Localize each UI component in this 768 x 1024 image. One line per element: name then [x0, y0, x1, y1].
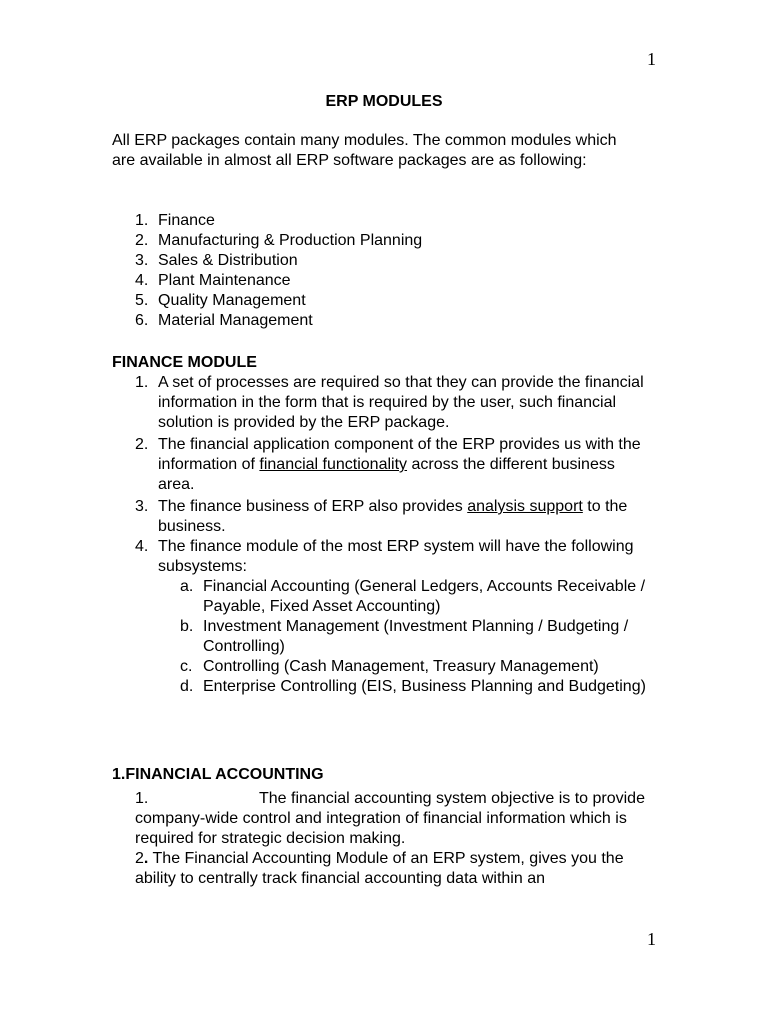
modules-list	[135, 211, 422, 331]
page-number-top: 1	[647, 49, 656, 69]
list-item: b. Investment Management (Investment Planning / Budgeting / Controlling)	[180, 618, 629, 655]
finance-points-list	[135, 373, 655, 697]
underlined-term-analysis-support: analysis support	[467, 498, 583, 515]
list-item: a. Financial Accounting (General Ledgers, Accounts Receivable / Payable, Fixed Asset Accounting)	[180, 578, 646, 615]
list-item: 3. Sales & Distribution	[135, 252, 298, 269]
underlined-term-financial-functionality: financial functionality	[259, 456, 408, 473]
list-item: 3. The finance business of ERP also provides analysis support to the business.	[135, 498, 628, 535]
page-number-bottom: 1	[647, 929, 656, 949]
list-item: 5. Quality Management	[135, 292, 306, 309]
list-item: 1. A set of processes are required so that they can provide the financial information in the form that is required by the user, such financial solution is provided by the ERP package.	[135, 374, 644, 431]
intro-paragraph: All ERP packages contain many modules. The common modules which are available in almost all ERP software packages are as following:	[112, 132, 617, 169]
list-item: 2. The financial application component of the ERP provides us with the information of financial functionality across the different business area.	[135, 436, 641, 493]
financial-accounting-heading: 1.FINANCIAL ACCOUNTING	[112, 766, 324, 783]
list-item: 4. Plant Maintenance	[135, 272, 291, 289]
list-item: 2. Manufacturing & Production Planning	[135, 232, 423, 249]
financial-accounting-body	[135, 789, 655, 889]
list-item: 4. The finance module of the most ERP system will have the following subsystems: a. Financial Accounting (General Ledgers, Accounts Receivable / Payable, Fixed Asset Accounting) b. Investment Management (Investment Planning / Budgeting / Controlling) c. Controlling (Cash Management, Treasury Management) d. Enterprise Controlling (EIS, Business Planning and Budgeting)	[135, 537, 655, 697]
list-item: 1. Finance	[135, 212, 215, 229]
list-item: c. Controlling (Cash Management, Treasury Management)	[180, 658, 599, 675]
document-title: ERP MODULES	[325, 93, 443, 110]
finance-module-heading: FINANCE MODULE	[112, 354, 257, 371]
list-item: 6. Material Management	[135, 312, 313, 329]
list-item: d. Enterprise Controlling (EIS, Business Planning and Budgeting)	[180, 678, 646, 695]
financial-accounting-paragraph-2: 2. The Financial Accounting Module of an ERP system, gives you the ability to centrally track financial accounting data within an	[135, 850, 624, 887]
financial-accounting-paragraph-1: 1. The financial accounting system objective is to provide company-wide control and integration of financial information which is required for strategic decision making.	[135, 790, 645, 847]
subsystems-list	[158, 577, 655, 697]
